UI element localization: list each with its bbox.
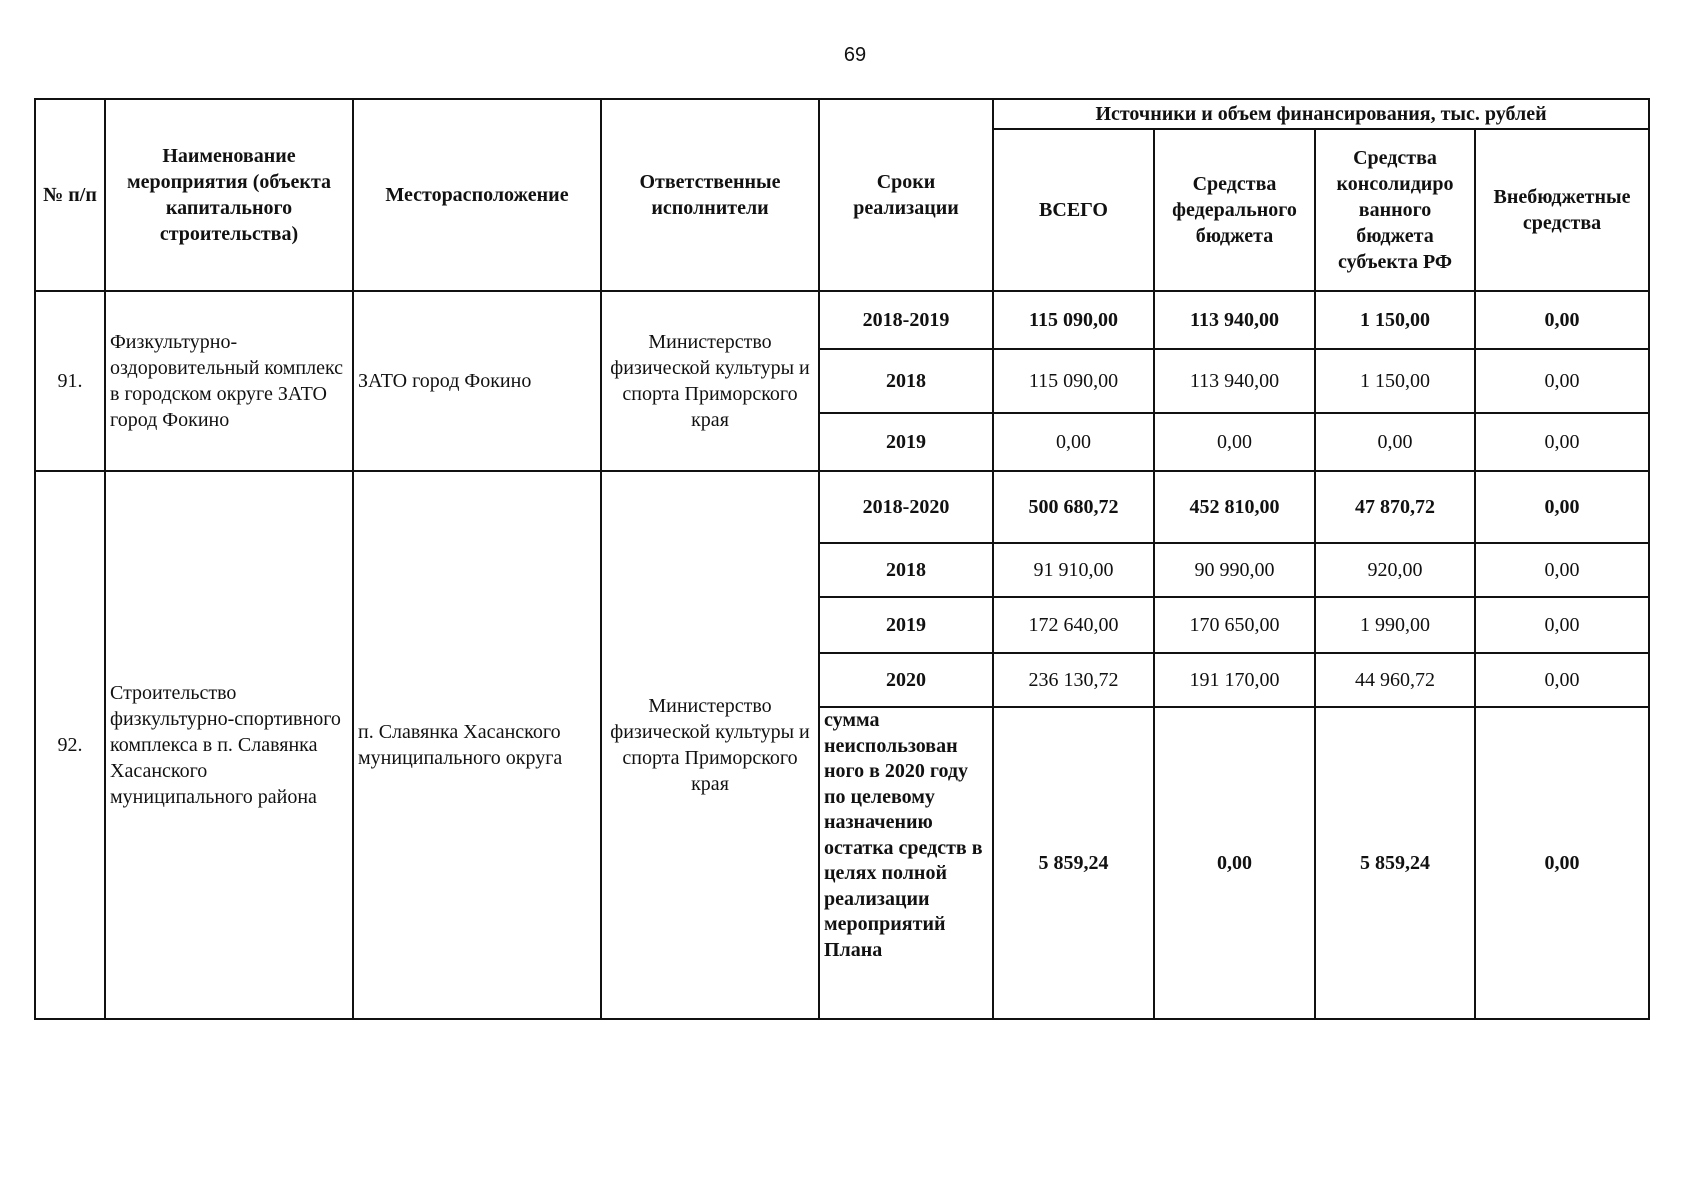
row-federal: 170 650,00 <box>1154 597 1315 653</box>
header-num: № п/п <box>35 99 105 291</box>
row-extra: 0,00 <box>1475 349 1649 413</box>
row-extra: 0,00 <box>1475 653 1649 707</box>
row-extra: 0,00 <box>1475 707 1649 1019</box>
table-row <box>35 291 1649 349</box>
table-row <box>35 471 1649 543</box>
row-total: 172 640,00 <box>993 597 1154 653</box>
header-total: ВСЕГО <box>993 129 1154 291</box>
row-regional: 1 150,00 <box>1315 291 1475 349</box>
row-regional: 920,00 <box>1315 543 1475 597</box>
item-location: ЗАТО город Фокино <box>353 291 601 471</box>
row-total: 115 090,00 <box>993 291 1154 349</box>
item-executor: Министерство физической культуры и спорта Приморского края <box>601 471 819 1019</box>
row-total: 500 680,72 <box>993 471 1154 543</box>
row-period: 2018 <box>819 543 993 597</box>
row-regional: 5 859,24 <box>1315 707 1475 1019</box>
header-name: Наименование мероприятия (объекта капитального строительства) <box>105 99 353 291</box>
row-extra: 0,00 <box>1475 291 1649 349</box>
item-number: 92. <box>35 471 105 1019</box>
row-federal: 90 990,00 <box>1154 543 1315 597</box>
row-period: 2018 <box>819 349 993 413</box>
row-total: 5 859,24 <box>993 707 1154 1019</box>
item-number: 91. <box>35 291 105 471</box>
row-federal: 0,00 <box>1154 707 1315 1019</box>
row-period: 2019 <box>819 597 993 653</box>
row-total: 91 910,00 <box>993 543 1154 597</box>
row-federal: 191 170,00 <box>1154 653 1315 707</box>
item-name: Строительство физкультурно-спортивного комплекса в п. Славянка Хасанского муниципального района <box>105 471 353 1019</box>
row-period: 2018-2019 <box>819 291 993 349</box>
row-regional: 1 990,00 <box>1315 597 1475 653</box>
row-regional: 47 870,72 <box>1315 471 1475 543</box>
item-location: п. Славянка Хасанского муниципального округа <box>353 471 601 1019</box>
row-federal: 0,00 <box>1154 413 1315 471</box>
row-extra: 0,00 <box>1475 413 1649 471</box>
row-period-note: сумма неиспользован ного в 2020 году по целевому назначению остатка средств в целях полной реализации мероприятий Плана <box>819 707 993 1019</box>
item-executor: Министерство физической культуры и спорта Приморского края <box>601 291 819 471</box>
header-period: Сроки реализации <box>819 99 993 291</box>
row-regional: 44 960,72 <box>1315 653 1475 707</box>
header-sources: Источники и объем финансирования, тыс. рублей <box>993 99 1649 129</box>
row-regional: 0,00 <box>1315 413 1475 471</box>
row-period: 2019 <box>819 413 993 471</box>
header-regional: Средства консолидиро ванного бюджета субъекта РФ <box>1315 129 1475 291</box>
row-period: 2018-2020 <box>819 471 993 543</box>
header-executors: Ответственные исполнители <box>601 99 819 291</box>
row-federal: 113 940,00 <box>1154 291 1315 349</box>
header-federal: Средства федерального бюджета <box>1154 129 1315 291</box>
header-location: Месторасположение <box>353 99 601 291</box>
row-extra: 0,00 <box>1475 597 1649 653</box>
page-number: 69 <box>843 44 867 66</box>
row-regional: 1 150,00 <box>1315 349 1475 413</box>
row-total: 236 130,72 <box>993 653 1154 707</box>
row-total: 0,00 <box>993 413 1154 471</box>
item-name: Физкультурно-оздоровительный комплекс в городском округе ЗАТО город Фокино <box>105 291 353 471</box>
row-federal: 452 810,00 <box>1154 471 1315 543</box>
row-extra: 0,00 <box>1475 471 1649 543</box>
financing-table <box>34 98 1650 1020</box>
header-extra: Внебюджетные средства <box>1475 129 1649 291</box>
row-total: 115 090,00 <box>993 349 1154 413</box>
row-extra: 0,00 <box>1475 543 1649 597</box>
row-federal: 113 940,00 <box>1154 349 1315 413</box>
row-period: 2020 <box>819 653 993 707</box>
